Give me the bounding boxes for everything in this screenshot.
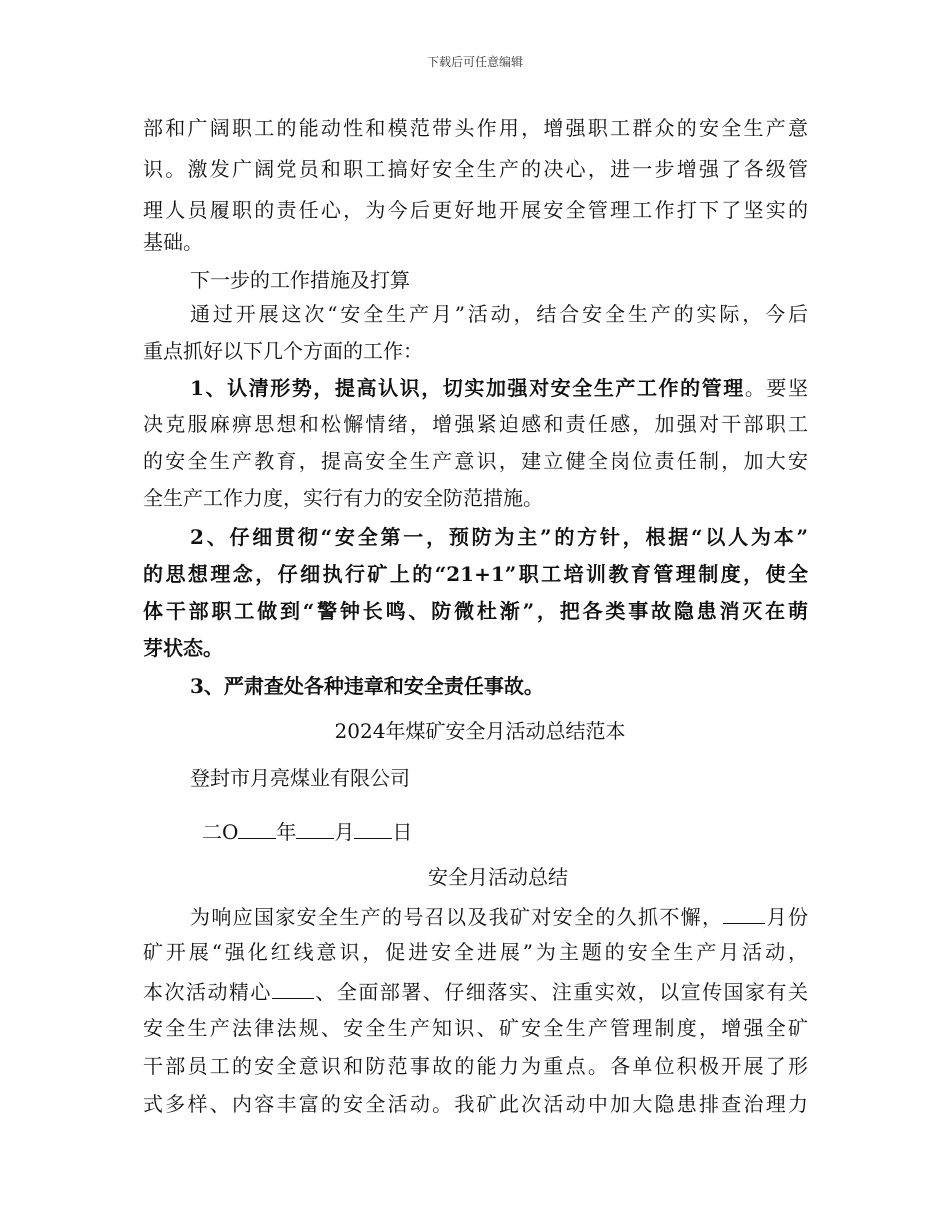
section-subheading: 下一步的工作措施及打算 (190, 268, 410, 292)
list-item-2-line: 2、仔细贯彻“安全第一，预防为主”的方针，根据“以人为本” (190, 525, 808, 549)
paragraph-line: 的安全生产教育，提高安全生产意识，建立健全岗位责任制，加大安 (143, 449, 808, 473)
paragraph-line: 理人员履职的责任心，为今后更好地开展安全管理工作打下了坚实的 (143, 198, 808, 222)
paragraph-text: 本次活动精心 (143, 980, 272, 1004)
list-item-2-line: 的思想理念，仔细执行矿上的“21+1”职工培训教育管理制度，使全 (143, 562, 808, 586)
page-header: 下载后可任意编辑 (426, 55, 523, 69)
list-item-1-rest: 。要坚 (744, 376, 809, 400)
paragraph-line: 式多样、内容丰富的安全活动。我矿此次活动中加大隐患排查治理力 (143, 1092, 808, 1116)
list-item-1-first-line (190, 374, 808, 402)
paragraph-line: 部和广阔职工的能动性和模范带头作用，增强职工群众的安全生产意 (143, 116, 808, 140)
paragraph-text: 月份 (765, 905, 809, 929)
date-prefix: 二O (202, 820, 239, 844)
date-line (202, 816, 412, 844)
company-name: 登封市月亮煤业有限公司 (190, 766, 410, 790)
date-month: 月 (334, 820, 355, 844)
paragraph-line: 通过开展这次“安全生产月”活动，结合安全生产的实际，今后 (190, 302, 808, 326)
list-item-3: 3、严肃查处各种违章和安全责任事故。 (190, 674, 544, 698)
paragraph-line: 矿开展“强化红线意识，促进安全进展”为主题的安全生产月活动， (143, 940, 808, 964)
paragraph-line: 重点抓好以下几个方面的工作： (143, 339, 423, 363)
document-title: 2024年煤矿安全月活动总结范本 (334, 719, 626, 743)
day-blank (354, 816, 392, 839)
paragraph-line: 干部员工的安全意识和防范事故的能力为重点。各单位积极开展了形 (143, 1054, 808, 1078)
section-title: 安全月活动总结 (428, 865, 568, 889)
paragraph-line (190, 901, 808, 929)
paragraph-text: 、全面部署、仔细落实、注重实效，以宣传国家有关 (313, 980, 809, 1004)
paragraph-line: 识。激发广阔党员和职工搞好安全生产的决心，进一步增强了各级管 (143, 157, 808, 181)
date-year: 年 (276, 820, 297, 844)
paragraph-line (143, 976, 808, 1004)
month-blank (296, 816, 334, 839)
paragraph-line: 全生产工作力度，实行有力的安全防范措施。 (143, 486, 543, 510)
paragraph-line: 安全生产法律法规、安全生产知识、矿安全生产管理制度，增强全矿 (143, 1016, 808, 1040)
date-day: 日 (392, 820, 413, 844)
fill-blank (272, 976, 314, 999)
list-item-2-line: 芽状态。 (143, 636, 223, 660)
list-item-2-line: 体干部职工做到“警钟长鸣、防微杜渐”，把各类事故隐患消灭在萌 (143, 599, 808, 623)
list-item-1-bold: 1、认清形势，提高认识，切实加强对安全生产工作的管理 (190, 376, 745, 400)
paragraph-line: 决克服麻痹思想和松懈情绪，增强紧迫感和责任感，加强对干部职工 (143, 412, 808, 436)
paragraph-line: 基础。 (143, 230, 203, 254)
month-blank (723, 901, 765, 924)
year-blank (238, 816, 276, 839)
paragraph-text: 为响应国家安全生产的号召以及我矿对安全的久抓不懈， (190, 905, 724, 929)
